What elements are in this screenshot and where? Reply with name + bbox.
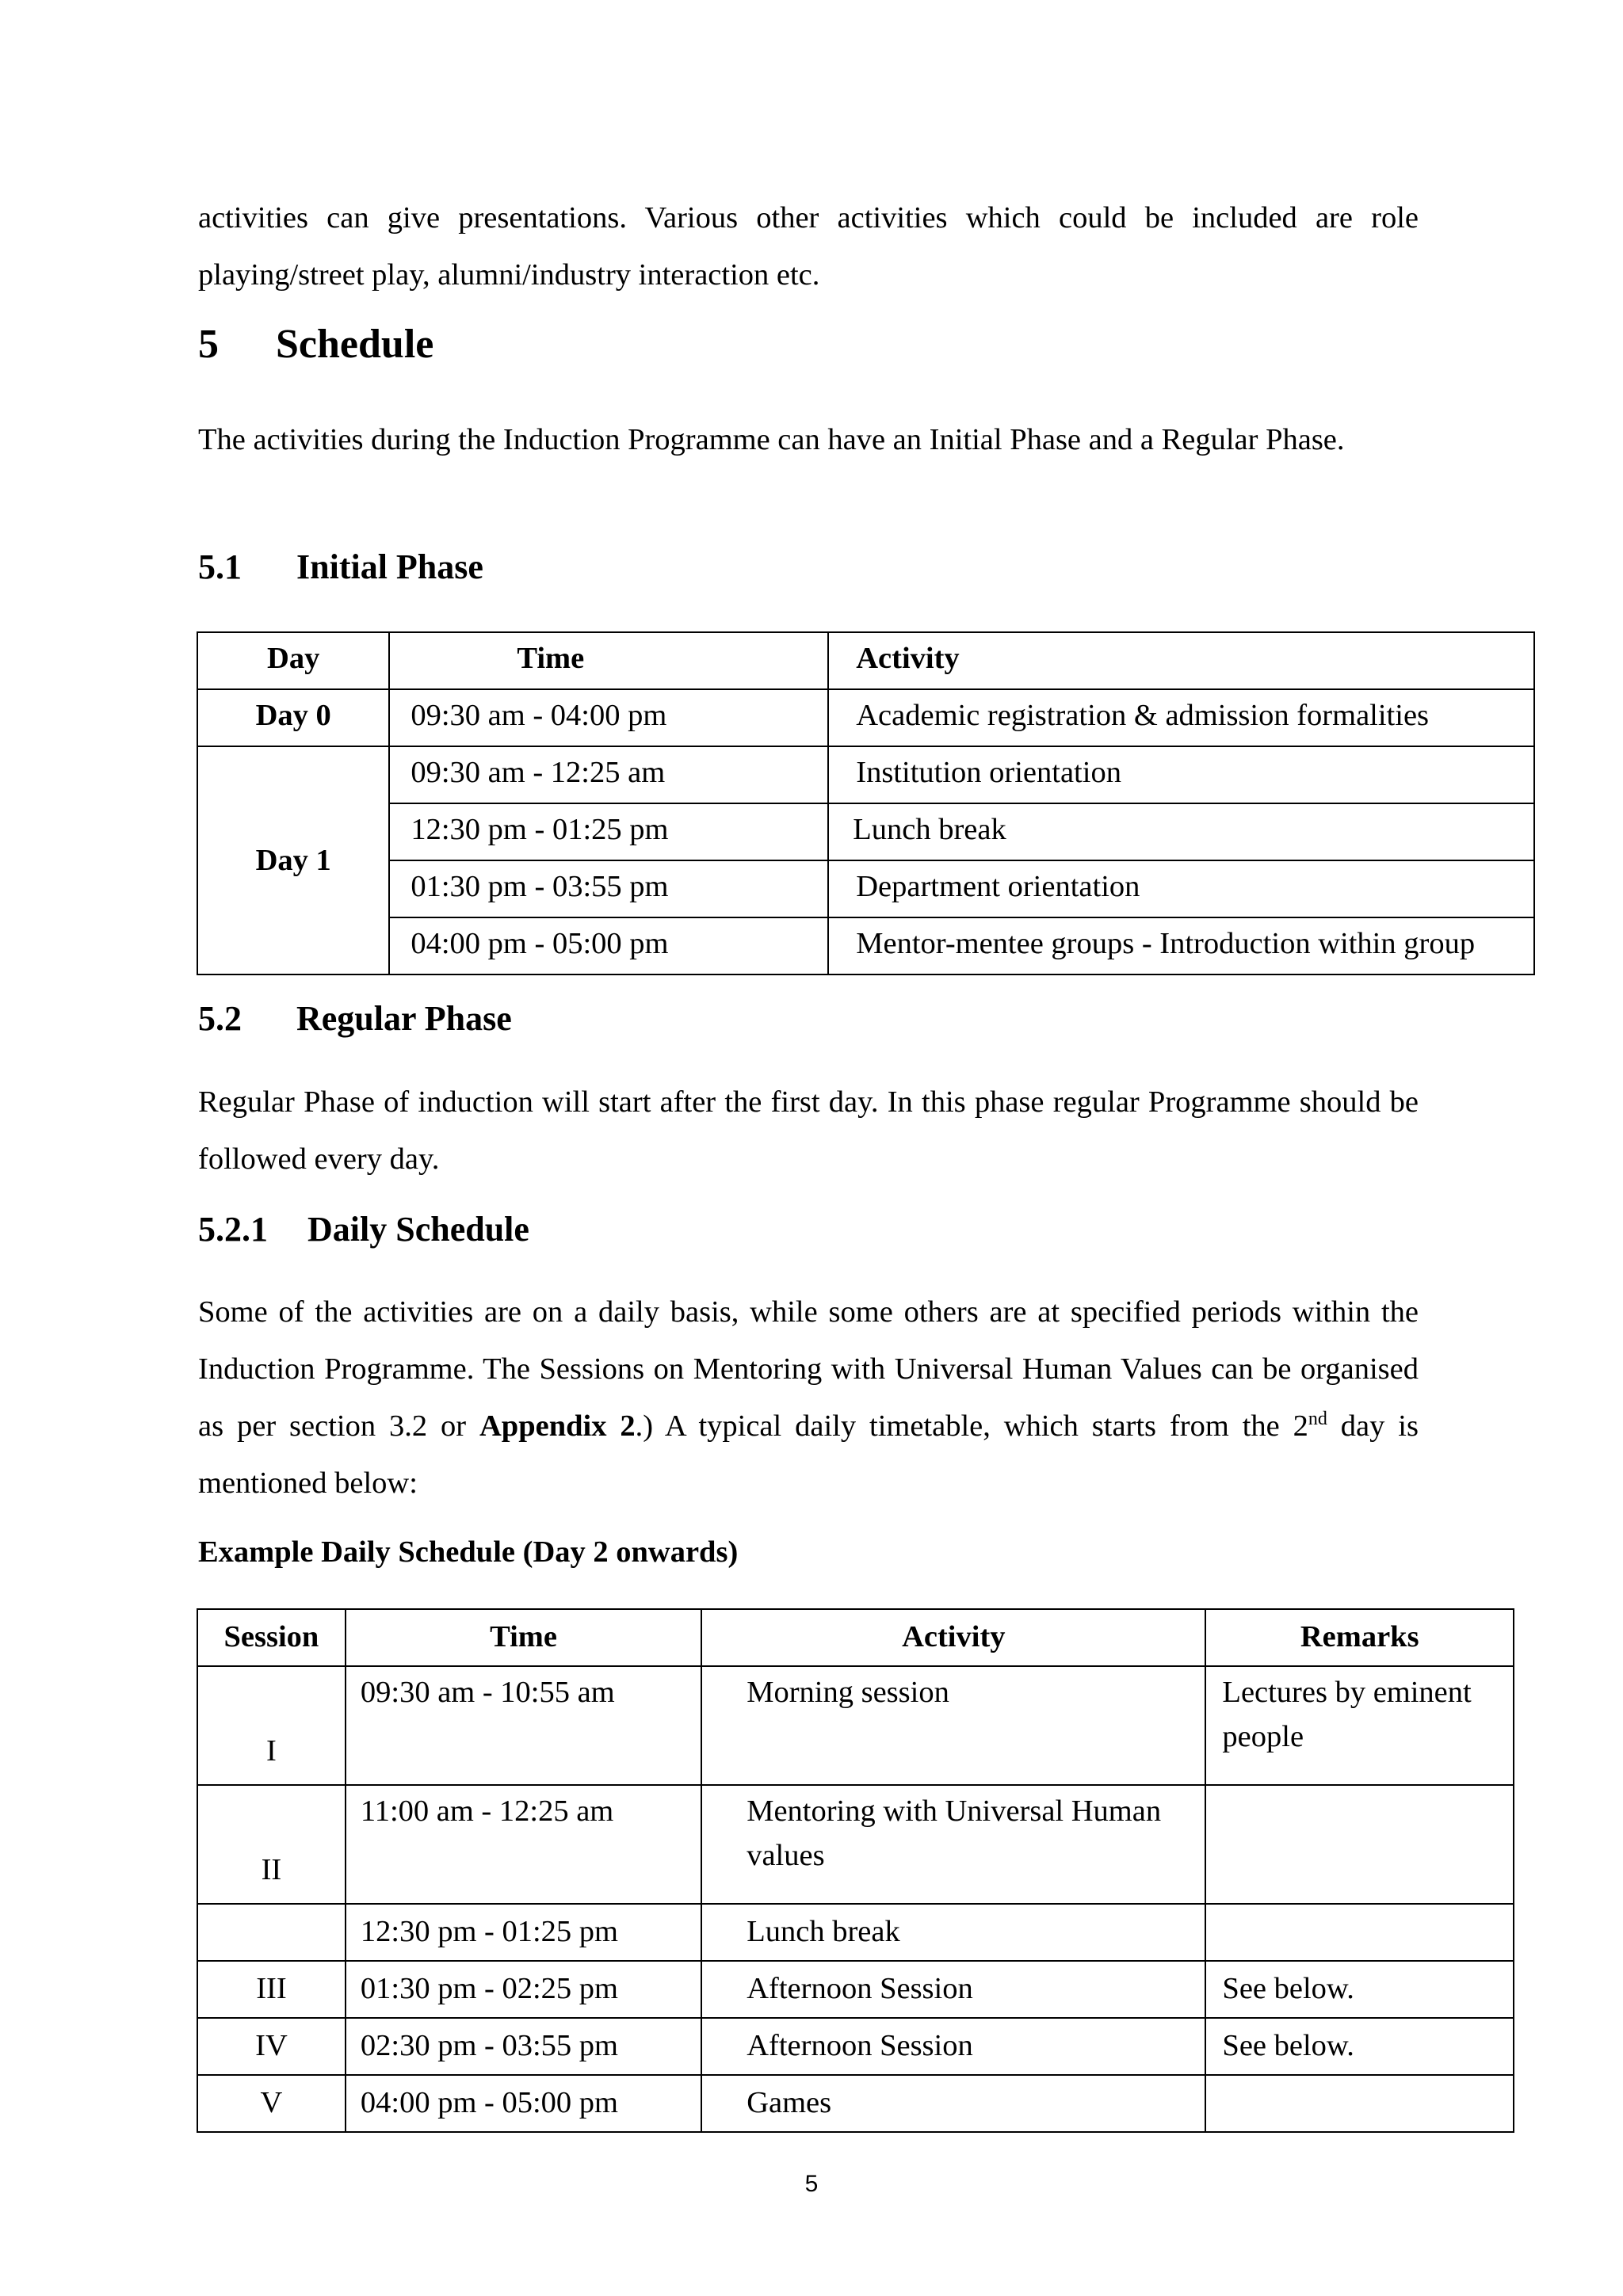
section-5-2-paragraph: Regular Phase of induction will start after the first day. In this phase regular Programme should be followed every day.: [198, 1085, 1419, 1176]
table-row: [197, 803, 1534, 860]
time-cell: 12:30 pm - 01:25 pm: [389, 803, 828, 860]
table-row: [197, 1666, 1514, 1785]
section-5-paragraph: The activities during the Induction Programme can have an Initial Phase and a Regular Phase.: [198, 423, 1345, 456]
ordinal-number: 2: [1293, 1409, 1308, 1443]
activity-cell: Lunch break: [701, 1904, 1205, 1961]
remarks-cell: See below.: [1205, 1961, 1514, 2018]
header-time: Time: [346, 1609, 701, 1666]
section-number: 5.1: [198, 547, 242, 586]
activity-cell: Afternoon Session: [701, 2018, 1205, 2075]
header-time: Time: [389, 632, 828, 689]
paragraph-text: .) A typical daily timetable, which starts from the: [635, 1409, 1293, 1443]
table-row: [197, 2075, 1514, 2132]
remarks-cell: See below.: [1205, 2018, 1514, 2075]
ordinal-suffix: nd: [1308, 1409, 1327, 1430]
table-row: [197, 917, 1534, 974]
section-number: 5.2.1: [198, 1210, 268, 1249]
section-number: 5: [198, 322, 219, 367]
header-day: Day: [197, 632, 389, 689]
section-number: 5.2: [198, 999, 242, 1038]
table-row: [197, 2018, 1514, 2075]
table-row: [197, 860, 1534, 917]
activity-cell: Institution orientation: [828, 746, 1534, 803]
time-cell: 04:00 pm - 05:00 pm: [389, 917, 828, 974]
remarks-cell: [1205, 2075, 1514, 2132]
activity-cell: Games: [701, 2075, 1205, 2132]
table-row: [197, 1785, 1514, 1904]
section-5-1-heading: [198, 547, 483, 587]
table-row: [197, 689, 1534, 746]
table-row: [197, 746, 1534, 803]
section-title: Regular Phase: [296, 999, 512, 1038]
time-cell: 01:30 pm - 02:25 pm: [346, 1961, 701, 2018]
header-session: Session: [197, 1609, 346, 1666]
time-cell: 09:30 am - 12:25 am: [389, 746, 828, 803]
table-header-row: [197, 1609, 1514, 1666]
time-cell: 12:30 pm - 01:25 pm: [346, 1904, 701, 1961]
table-row: [197, 1904, 1514, 1961]
header-activity: Activity: [828, 632, 1534, 689]
activity-cell: Academic registration & admission formalities: [828, 689, 1534, 746]
session-cell: I: [197, 1666, 346, 1785]
section-5-2-1-heading: [198, 1209, 529, 1249]
remarks-cell: [1205, 1904, 1514, 1961]
section-title: Initial Phase: [296, 547, 483, 586]
time-cell: 09:30 am - 04:00 pm: [389, 689, 828, 746]
session-cell: II: [197, 1785, 346, 1904]
activity-cell: Mentoring with Universal Human values: [701, 1785, 1205, 1904]
time-cell: 01:30 pm - 03:55 pm: [389, 860, 828, 917]
remarks-cell: Lectures by eminent people: [1205, 1666, 1514, 1785]
activity-cell: Mentor-mentee groups - Introduction within group: [828, 917, 1534, 974]
header-remarks: Remarks: [1205, 1609, 1514, 1666]
section-5-heading: [198, 321, 433, 368]
section-5-2-1-paragraph: [198, 1283, 1419, 1512]
intro-paragraph: activities can give presentations. Various other activities which could be included are role playing/street play, alumni/industry interaction etc.: [198, 201, 1419, 292]
daily-schedule-table: [197, 1608, 1514, 2133]
initial-phase-table: [197, 631, 1535, 975]
activity-cell: Lunch break: [828, 803, 1534, 860]
appendix-reference: Appendix 2: [479, 1409, 636, 1443]
session-cell: IV: [197, 2018, 346, 2075]
session-cell: V: [197, 2075, 346, 2132]
remarks-cell: [1205, 1785, 1514, 1904]
paragraph-text: Some of the activities are on a daily basis, while some others are at specified periods within the Induction Programme. The Sessions on Mentoring with Universal Human Values can be organised as per section 3.2 or: [198, 1295, 1419, 1443]
table-header-row: [197, 632, 1534, 689]
activity-cell: Department orientation: [828, 860, 1534, 917]
time-cell: 09:30 am - 10:55 am: [346, 1666, 701, 1785]
paragraph-text: day is mentioned below:: [198, 1409, 1419, 1500]
session-cell: [197, 1904, 346, 1961]
section-5-2-heading: [198, 998, 512, 1039]
time-cell: 11:00 am - 12:25 am: [346, 1785, 701, 1904]
page-number: 5: [804, 2171, 819, 2197]
header-activity: Activity: [701, 1609, 1205, 1666]
day-cell: Day 0: [197, 689, 389, 746]
activity-cell: Afternoon Session: [701, 1961, 1205, 2018]
section-title: Daily Schedule: [307, 1210, 529, 1249]
time-cell: 02:30 pm - 03:55 pm: [346, 2018, 701, 2075]
time-cell: 04:00 pm - 05:00 pm: [346, 2075, 701, 2132]
table-caption: Example Daily Schedule (Day 2 onwards): [198, 1535, 739, 1569]
section-title: Schedule: [276, 322, 434, 367]
activity-cell: Morning session: [701, 1666, 1205, 1785]
session-cell: III: [197, 1961, 346, 2018]
table-row: [197, 1961, 1514, 2018]
day-cell: Day 1: [197, 746, 389, 974]
